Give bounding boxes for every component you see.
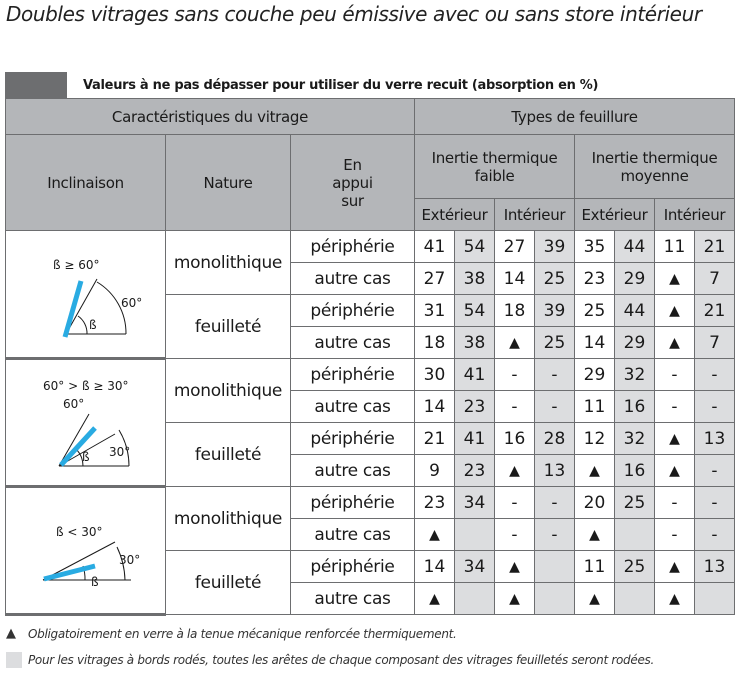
inclination-diagram-icon (11, 239, 161, 349)
beta-label: ß (90, 574, 99, 589)
legend-grey (6, 652, 734, 668)
value-cell (455, 519, 495, 551)
value-cell: - (535, 519, 575, 551)
appui-cell: autre cas (291, 519, 415, 551)
value-cell: 29 (575, 359, 615, 391)
appui-cell: autre cas (291, 263, 415, 295)
value-cell: - (655, 391, 695, 423)
value-cell: ▲ (495, 327, 535, 359)
value-cell: 25 (535, 327, 575, 359)
absorption-table (5, 98, 735, 616)
nature-cell: monolithique (166, 231, 291, 295)
triangle-icon: ▲ (6, 626, 16, 641)
value-cell: 14 (415, 551, 455, 583)
value-cell: 13 (695, 551, 735, 583)
appui-cell: périphérie (291, 359, 415, 391)
value-cell: ▲ (655, 327, 695, 359)
appui-cell: périphérie (291, 231, 415, 263)
value-cell: 31 (415, 295, 455, 327)
value-cell: 39 (535, 231, 575, 263)
value-cell: 7 (695, 263, 735, 295)
value-cell: 44 (615, 295, 655, 327)
value-cell: 20 (575, 487, 615, 519)
value-cell: ▲ (415, 519, 455, 551)
value-cell: ▲ (575, 455, 615, 487)
value-cell: 11 (655, 231, 695, 263)
value-cell: - (495, 487, 535, 519)
value-cell: 34 (455, 487, 495, 519)
value-cell: - (695, 391, 735, 423)
value-cell: 25 (535, 263, 575, 295)
value-cell: 21 (695, 295, 735, 327)
appui-cell: périphérie (291, 551, 415, 583)
value-cell: 25 (615, 487, 655, 519)
header-nature: Nature (166, 135, 291, 231)
value-cell: 29 (615, 327, 655, 359)
header-inertie-faible: Inertie thermique faible (415, 135, 575, 199)
appui-cell: autre cas (291, 455, 415, 487)
value-cell: ▲ (575, 583, 615, 615)
value-cell: 18 (495, 295, 535, 327)
header-interieur-moyenne: Intérieur (655, 199, 735, 231)
value-cell: 34 (455, 551, 495, 583)
appui-cell: périphérie (291, 423, 415, 455)
value-cell: 16 (615, 455, 655, 487)
value-cell: ▲ (655, 423, 695, 455)
value-cell: 13 (535, 455, 575, 487)
legend-triangle-text: Obligatoirement en verre à la tenue mécanique renforcée thermiquement. (28, 626, 457, 641)
value-cell: ▲ (495, 551, 535, 583)
beta-label: ß (81, 449, 90, 464)
value-cell: 39 (535, 295, 575, 327)
value-cell: - (535, 359, 575, 391)
value-cell: ▲ (655, 263, 695, 295)
value-cell: - (655, 519, 695, 551)
header-exterieur-faible: Extérieur (415, 199, 495, 231)
value-cell: ▲ (495, 583, 535, 615)
value-cell: - (695, 487, 735, 519)
value-cell: - (695, 359, 735, 391)
value-cell: 21 (415, 423, 455, 455)
appui-cell: autre cas (291, 327, 415, 359)
inclination-cell (6, 231, 166, 359)
header-characteristics: Caractéristiques du vitrage (6, 99, 415, 135)
page-title: Doubles vitrages sans couche peu émissive avec ou sans store intérieur (6, 2, 702, 26)
value-cell: 23 (575, 263, 615, 295)
value-cell: - (495, 359, 535, 391)
legend-grey-text: Pour les vitrages à bords rodés, toutes les arêtes de chaque composant des vitrages feuilletés seront rodées. (28, 653, 655, 667)
value-cell: ▲ (415, 583, 455, 615)
nature-cell: monolithique (166, 359, 291, 423)
value-cell: 44 (615, 231, 655, 263)
value-cell: 41 (455, 423, 495, 455)
value-cell: 54 (455, 231, 495, 263)
value-cell: - (655, 487, 695, 519)
value-cell: 21 (695, 231, 735, 263)
value-cell: 7 (695, 327, 735, 359)
table-subtitle: Valeurs à ne pas dépasser pour utiliser du verre recuit (absorption en %) (83, 77, 599, 93)
value-cell: 25 (615, 551, 655, 583)
header-exterieur-moyenne: Extérieur (575, 199, 655, 231)
value-cell (535, 583, 575, 615)
value-cell (615, 519, 655, 551)
glass-pane (44, 566, 95, 579)
value-cell: 41 (415, 231, 455, 263)
header-appui: En appui sur (291, 135, 415, 231)
table-row (6, 487, 735, 519)
table-subtitle-bar (5, 72, 734, 98)
appui-cell: périphérie (291, 295, 415, 327)
value-cell: 23 (455, 455, 495, 487)
value-cell: - (695, 519, 735, 551)
table-body (6, 231, 735, 615)
inclination-diagram-icon (11, 496, 161, 606)
inclination-label: 60° > ß ≥ 30° (42, 378, 128, 393)
value-cell: 23 (455, 391, 495, 423)
value-cell: 54 (455, 295, 495, 327)
value-cell: ▲ (495, 455, 535, 487)
value-cell: - (695, 455, 735, 487)
nature-cell: feuilleté (166, 295, 291, 359)
angle-60-label: 60° (62, 396, 84, 411)
value-cell: 23 (415, 487, 455, 519)
value-cell: 14 (495, 263, 535, 295)
nature-cell: monolithique (166, 487, 291, 551)
value-cell: 11 (575, 551, 615, 583)
value-cell: 16 (615, 391, 655, 423)
inclination-cell (6, 359, 166, 487)
inclination-label: ß ≥ 60° (52, 258, 100, 272)
table-row (6, 359, 735, 391)
value-cell: ▲ (655, 295, 695, 327)
value-cell (535, 551, 575, 583)
value-cell: ▲ (575, 519, 615, 551)
header-interieur-faible: Intérieur (495, 199, 575, 231)
angle-30-label: 30° (118, 552, 140, 567)
header-inertie-moyenne: Inertie thermique moyenne (575, 135, 735, 199)
value-cell (695, 583, 735, 615)
value-cell: - (655, 359, 695, 391)
value-cell: 27 (415, 263, 455, 295)
value-cell: 14 (575, 327, 615, 359)
value-cell: 13 (695, 423, 735, 455)
value-cell: - (535, 391, 575, 423)
angle-60-label: 60° (120, 296, 142, 310)
value-cell: 35 (575, 231, 615, 263)
value-cell: 28 (535, 423, 575, 455)
beta-label: ß (88, 318, 97, 332)
appui-cell: périphérie (291, 487, 415, 519)
value-cell: 30 (415, 359, 455, 391)
value-cell: - (495, 391, 535, 423)
value-cell: 27 (495, 231, 535, 263)
value-cell: - (495, 519, 535, 551)
grey-swatch-icon (6, 652, 22, 668)
value-cell: 18 (415, 327, 455, 359)
value-cell (615, 583, 655, 615)
appui-cell: autre cas (291, 583, 415, 615)
inclination-cell (6, 487, 166, 615)
nature-cell: feuilleté (166, 423, 291, 487)
angle-30-label: 30° (108, 444, 130, 459)
beta-arc (78, 316, 87, 334)
value-cell (455, 583, 495, 615)
value-cell: 32 (615, 423, 655, 455)
value-cell: 11 (575, 391, 615, 423)
value-cell: - (535, 487, 575, 519)
value-cell: 41 (455, 359, 495, 391)
value-cell: 38 (455, 263, 495, 295)
legend-triangle (6, 626, 734, 641)
value-cell: ▲ (655, 583, 695, 615)
value-cell: 25 (575, 295, 615, 327)
value-cell: 32 (615, 359, 655, 391)
glass-pane (65, 281, 81, 337)
nature-cell: feuilleté (166, 551, 291, 615)
header-inclinaison: Inclinaison (6, 135, 166, 231)
header-types: Types de feuillure (415, 99, 735, 135)
value-cell: 9 (415, 455, 455, 487)
inclination-label: ß < 30° (55, 524, 103, 539)
value-cell: ▲ (655, 455, 695, 487)
value-cell: 16 (495, 423, 535, 455)
value-cell: ▲ (655, 551, 695, 583)
value-cell: 14 (415, 391, 455, 423)
subtitle-tab-decoration (5, 72, 67, 98)
value-cell: 12 (575, 423, 615, 455)
appui-cell: autre cas (291, 391, 415, 423)
value-cell: 38 (455, 327, 495, 359)
value-cell: 29 (615, 263, 655, 295)
table-row (6, 231, 735, 263)
inclination-diagram-icon (11, 368, 161, 478)
